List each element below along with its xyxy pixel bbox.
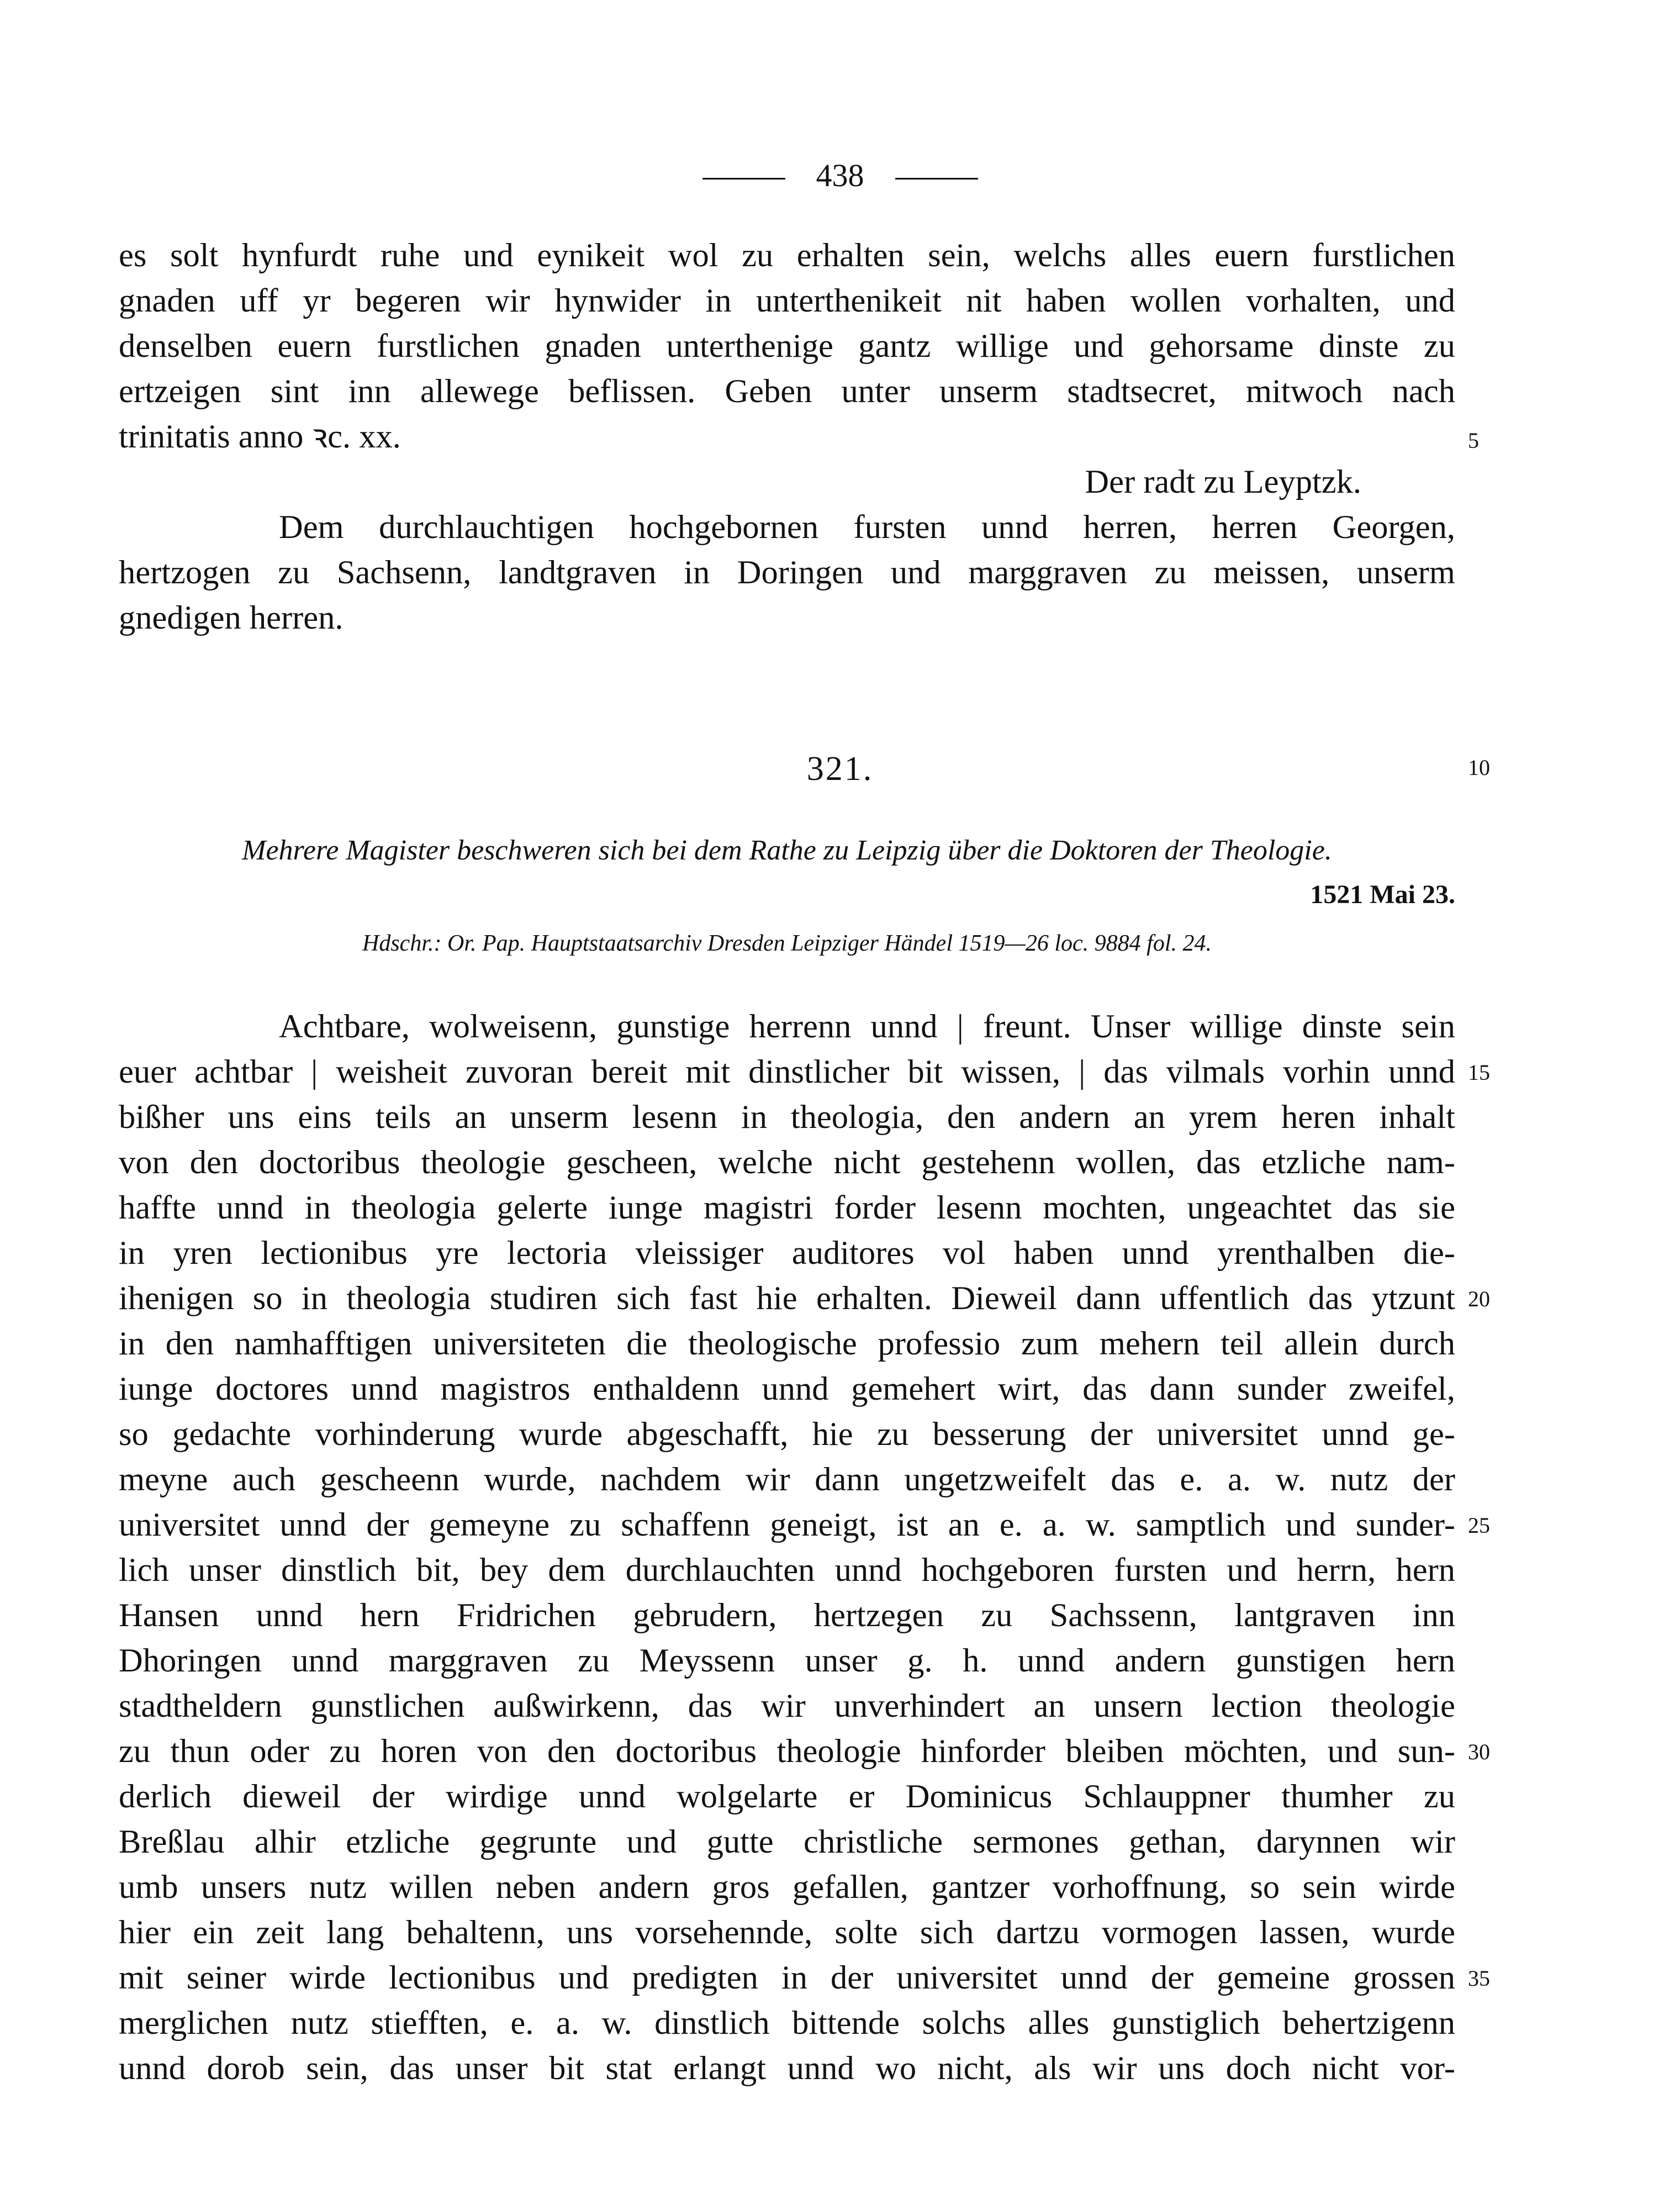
address-line: hertzogen zu Sachsenn, landtgraven in Doringen und marggraven zu meissen, unserm [119, 554, 1455, 591]
document-title: Mehrere Magister beschweren sich bei dem Rathe zu Leipzig über die Doktoren der Theologie. [242, 835, 1332, 866]
line-number: 35 [1468, 1966, 1490, 1991]
body-line: ihenigen so in theologia studiren sich fast hie erhalten. Dieweil dann uffentlich das ytzunt [119, 1280, 1455, 1317]
body-line: Hansen unnd hern Fridrichen gebrudern, hertzegen zu Sachssenn, lantgraven inn [119, 1597, 1455, 1634]
line-number: 30 [1468, 1739, 1490, 1764]
address-line: Dem durchlauchtigen hochgebornen fursten unnd herren, herren Georgen, [279, 509, 1455, 546]
body-line: Dhoringen unnd marggraven zu Meyssenn unser g. h. unnd andern gunstigen hern [119, 1642, 1455, 1679]
body-line: Breßlau alhir etzliche gegrunte und gutte christliche sermones gethan, darynnen wir [119, 1823, 1455, 1860]
body-line: zu thun oder zu horen von den doctoribus theologie hinforder bleiben möchten, und sun- [119, 1733, 1455, 1770]
document-body [119, 1004, 1455, 2091]
line-number: 25 [1468, 1513, 1490, 1538]
body-line: stadtheldern gunstlichen außwirkenn, das wir unverhindert an unsern lection theologie [119, 1687, 1455, 1724]
page-number-dash-left [702, 178, 785, 180]
body-line: merglichen nutz stiefften, e. a. w. dinstlich bittende solchs alles gunstiglich behertzigenn [119, 2005, 1455, 2042]
text-line: trinitatis anno ꝛc. xx. [119, 418, 401, 455]
body-line: bißher uns eins teils an unserm lesenn in theologia, den andern an yrem heren inhalt [119, 1099, 1455, 1136]
line-number: 15 [1468, 1060, 1490, 1085]
line-number: 20 [1468, 1286, 1490, 1311]
body-line: haffte unnd in theologia gelerte iunge magistri forder lesenn mochten, ungeachtet das sie [119, 1189, 1455, 1226]
body-line: universitet unnd der gemeyne zu schaffenn geneigt, ist an e. a. w. samptlich und sunder- [119, 1506, 1455, 1543]
body-line: von den doctoribus theologie gescheen, welche nicht gestehenn wollen, das etzliche nam- [119, 1144, 1455, 1181]
body-line: hier ein zeit lang behaltenn, uns vorsehennde, solte sich dartzu vormogen lassen, wurde [119, 1914, 1455, 1951]
page-number [0, 154, 1680, 198]
body-line: so gedachte vorhinderung wurde abgeschafft, hie zu besserung der universitet unnd ge- [119, 1416, 1455, 1453]
page-number-text: 438 [816, 157, 864, 193]
body-line: in yren lectionibus yre lectoria vleissiger auditores vol haben unnd yrenthalben die- [119, 1235, 1455, 1272]
body-line: euer achtbar | weisheit zuvoran bereit mit dinstlicher bit wissen, | das vilmals vorhin unnd [119, 1053, 1455, 1090]
document-source: Hdschr.: Or. Pap. Hauptstaatsarchiv Dresden Leipziger Händel 1519—26 loc. 9884 fol. 24. [362, 931, 1212, 956]
signature: Der radt zu Leyptzk. [1085, 463, 1361, 500]
body-line: iunge doctores unnd magistros enthaldenn unnd gemehert wirt, das dann sunder zweifel, [119, 1370, 1455, 1407]
text-line: gnaden uff yr begeren wir hynwider in unterthenikeit nit haben wollen vorhalten, und [119, 282, 1455, 319]
body-line: lich unser dinstlich bit, bey dem durchlauchten unnd hochgeboren fursten und herrn, hern [119, 1552, 1455, 1589]
text-line: es solt hynfurdt ruhe und eynikeit wol zu erhalten sein, welchs alles euern furstlichen [119, 237, 1455, 274]
text-line: denselben euern furstlichen gnaden unterthenige gantz willige und gehorsame dinste zu [119, 328, 1455, 365]
body-line: umb unsers nutz willen neben andern gros gefallen, gantzer vorhoffnung, so sein wirde [119, 1869, 1455, 1906]
address-line: gnedigen herren. [119, 599, 344, 636]
document-number: 321. [806, 750, 874, 788]
body-line: Achtbare, wolweisenn, gunstige herrenn unnd | freunt. Unser willige dinste sein [279, 1008, 1455, 1045]
document-date: 1521 Mai 23. [1310, 880, 1455, 909]
body-line: mit seiner wirde lectionibus und predigten in der universitet unnd der gemeine grossen [119, 1959, 1455, 1996]
line-number: 5 [1468, 428, 1479, 453]
body-line: derlich dieweil der wirdige unnd wolgelarte er Dominicus Schlauppner thumher zu [119, 1778, 1455, 1815]
body-line: in den namhafftigen universiteten die theologische professio zum mehern teil allein durch [119, 1325, 1455, 1362]
line-number: 10 [1468, 755, 1490, 780]
body-line: meyne auch gescheenn wurde, nachdem wir dann ungetzweifelt das e. a. w. nutz der [119, 1461, 1455, 1498]
top-text-block [119, 233, 1455, 641]
page-number-dash-right [895, 178, 978, 180]
text-line: ertzeigen sint inn allewege beflissen. Geben unter unserm stadtsecret, mitwoch nach [119, 373, 1455, 410]
body-line: unnd dorob sein, das unser bit stat erlangt unnd wo nicht, als wir uns doch nicht vor- [119, 2050, 1455, 2087]
